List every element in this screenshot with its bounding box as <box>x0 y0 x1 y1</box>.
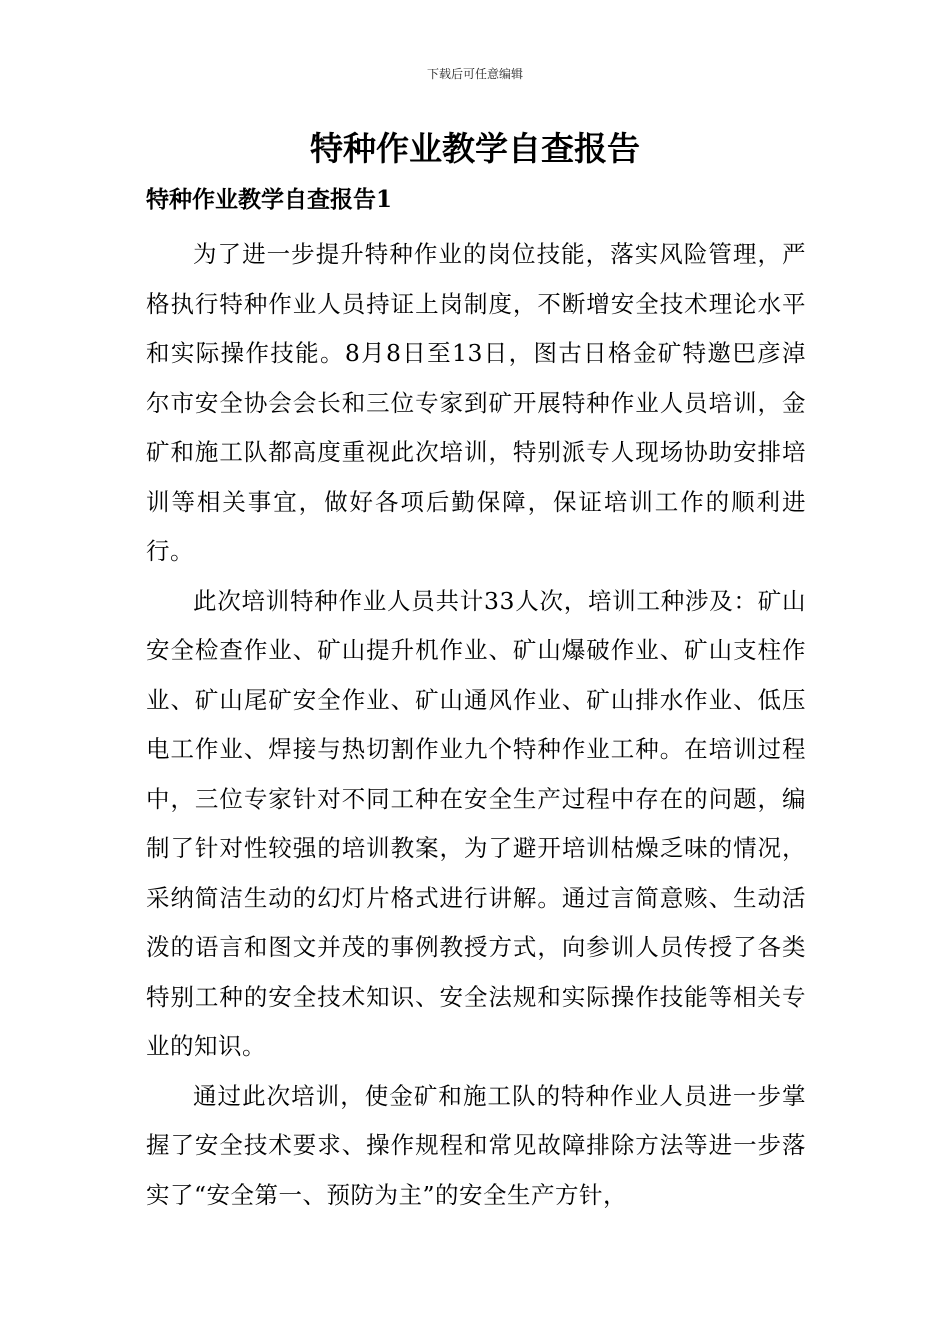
header-note: 下载后可任意编辑 <box>426 67 523 81</box>
paragraph: 此次培训特种作业人员共计33人次，培训工种涉及：矿山安全检查作业、矿山提升机作业、矿山爆破作业、矿山支柱作业、矿山尾矿安全作业、矿山通风作业、矿山排水作业、低压电工作业、焊接与热切割作业九个特种作业工种。在培训过程中，三位专家针对不同工种在安全生产过程中存在的问题，编制了针对性较强的培训教案，为了避开培训枯燥乏味的情况，采纳简洁生动的幻灯片格式进行讲解。通过言简意赅、生动活泼的语言和图文并茂的事例教授方式，向参训人员传授了各类特别工种的安全技术知识、安全法规和实际操作技能等相关专业的知识。 <box>146 586 806 1060</box>
document-title: 特种作业教学自查报告 <box>310 129 640 168</box>
paragraph: 为了进一步提升特种作业的岗位技能，落实风险管理，严格执行特种作业人员持证上岗制度，不断增安全技术理论水平和实际操作技能。8月8日至13日，图古日格金矿特邀巴彦淖尔市安全协会会长和三位专家到矿开展特种作业人员培训，金矿和施工队都高度重视此次培训，特别派专人现场协助安排培训等相关事宜，做好各项后勤保障，保证培训工作的顺利进行。 <box>146 240 806 565</box>
document-body <box>146 230 806 1220</box>
section-heading: 特种作业教学自查报告1 <box>146 186 393 213</box>
paragraph: 通过此次培训，使金矿和施工队的特种作业人员进一步掌握了安全技术要求、操作规程和常见故障排除方法等进一步落实了“安全第一、预防为主”的安全生产方针， <box>146 1081 806 1209</box>
